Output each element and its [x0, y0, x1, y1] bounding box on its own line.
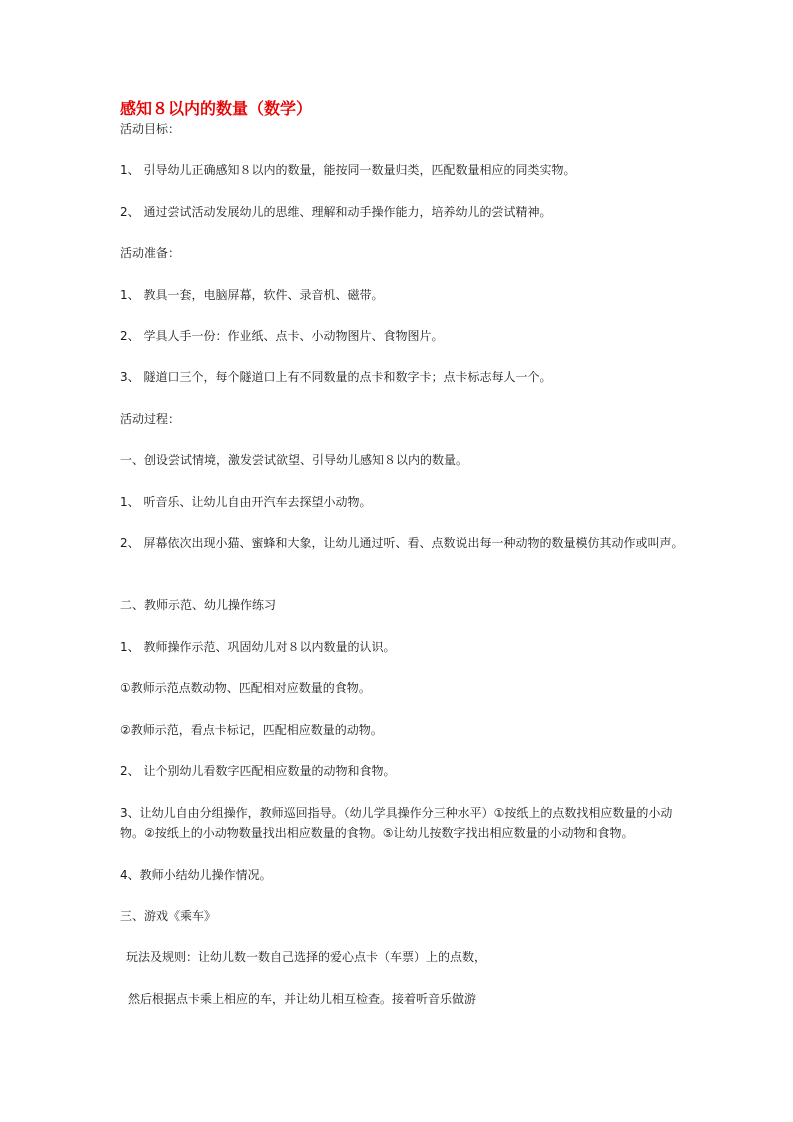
section-2-sub-2: ②教师示范，看点卡标记，匹配相应数量的动物。	[120, 723, 383, 737]
goal-item-1: 1、 引导幼儿正确感知８以内的数量，能按同一数量归类，匹配数量相应的同类实物。	[120, 163, 576, 177]
document-title: 感知８以内的数量（数学）	[120, 99, 313, 118]
prep-heading: 活动准备：	[120, 246, 181, 260]
game-rule-line-1: 玩法及规则：让幼儿数一数自己选择的爱心点卡（车票）上的点数，	[126, 950, 487, 964]
section-3-heading: 三、游戏《乘车》	[120, 909, 217, 923]
section-1-item-1: 1、 听音乐、让幼儿自由开汽车去探望小动物。	[120, 495, 372, 509]
process-heading: 活动过程：	[120, 412, 181, 426]
section-2-item-4: 4、教师小结幼儿操作情况。	[120, 868, 272, 882]
prep-item-2: 2、 学具人手一份：作业纸、点卡、小动物图片、食物图片。	[120, 329, 444, 343]
section-1-item-2: 2、 屏幕依次出现小猫、蜜蜂和大象，让幼儿通过听、看、点数说出每一种动物的数量模仿其动作或叫声。	[120, 536, 684, 550]
section-1-heading: 一、创设尝试情境，激发尝试欲望、引导幼儿感知８以内的数量。	[120, 453, 469, 467]
game-rule-line-2: 然后根据点卡乘上相应的车，并让幼儿相互检查。接着听音乐做游	[128, 992, 477, 1006]
section-2-item-2: 2、 让个别幼儿看数字匹配相应数量的动物和食物。	[120, 764, 396, 778]
goals-heading: 活动目标：	[120, 122, 181, 136]
section-2-sub-1: ①教师示范点数动物、匹配相对应数量的食物。	[120, 681, 371, 695]
goal-item-2: 2、 通过尝试活动发展幼儿的思维、理解和动手操作能力，培养幼儿的尝试精神。	[120, 205, 552, 219]
section-2-item-3: 3、让幼儿自由分组操作，教师巡回指导。（幼儿学具操作分三种水平）①按纸上的点数找相应数量的小动物。②按纸上的小动物数量找出相应数量的食物。⑤让幼儿按数字找出相应数量的小动物和食物。	[120, 806, 673, 840]
prep-item-3: 3、 隧道口三个，每个隧道口上有不同数量的点卡和数字卡；点卡标志每人一个。	[120, 370, 552, 384]
section-2-heading: 二、教师示范、幼儿操作练习	[120, 598, 277, 612]
section-2-item-1: 1、 教师操作示范、巩固幼儿对８以内数量的认识。	[120, 640, 396, 654]
prep-item-1: 1、 教具一套，电脑屏幕，软件、录音机、磁带。	[120, 288, 384, 302]
